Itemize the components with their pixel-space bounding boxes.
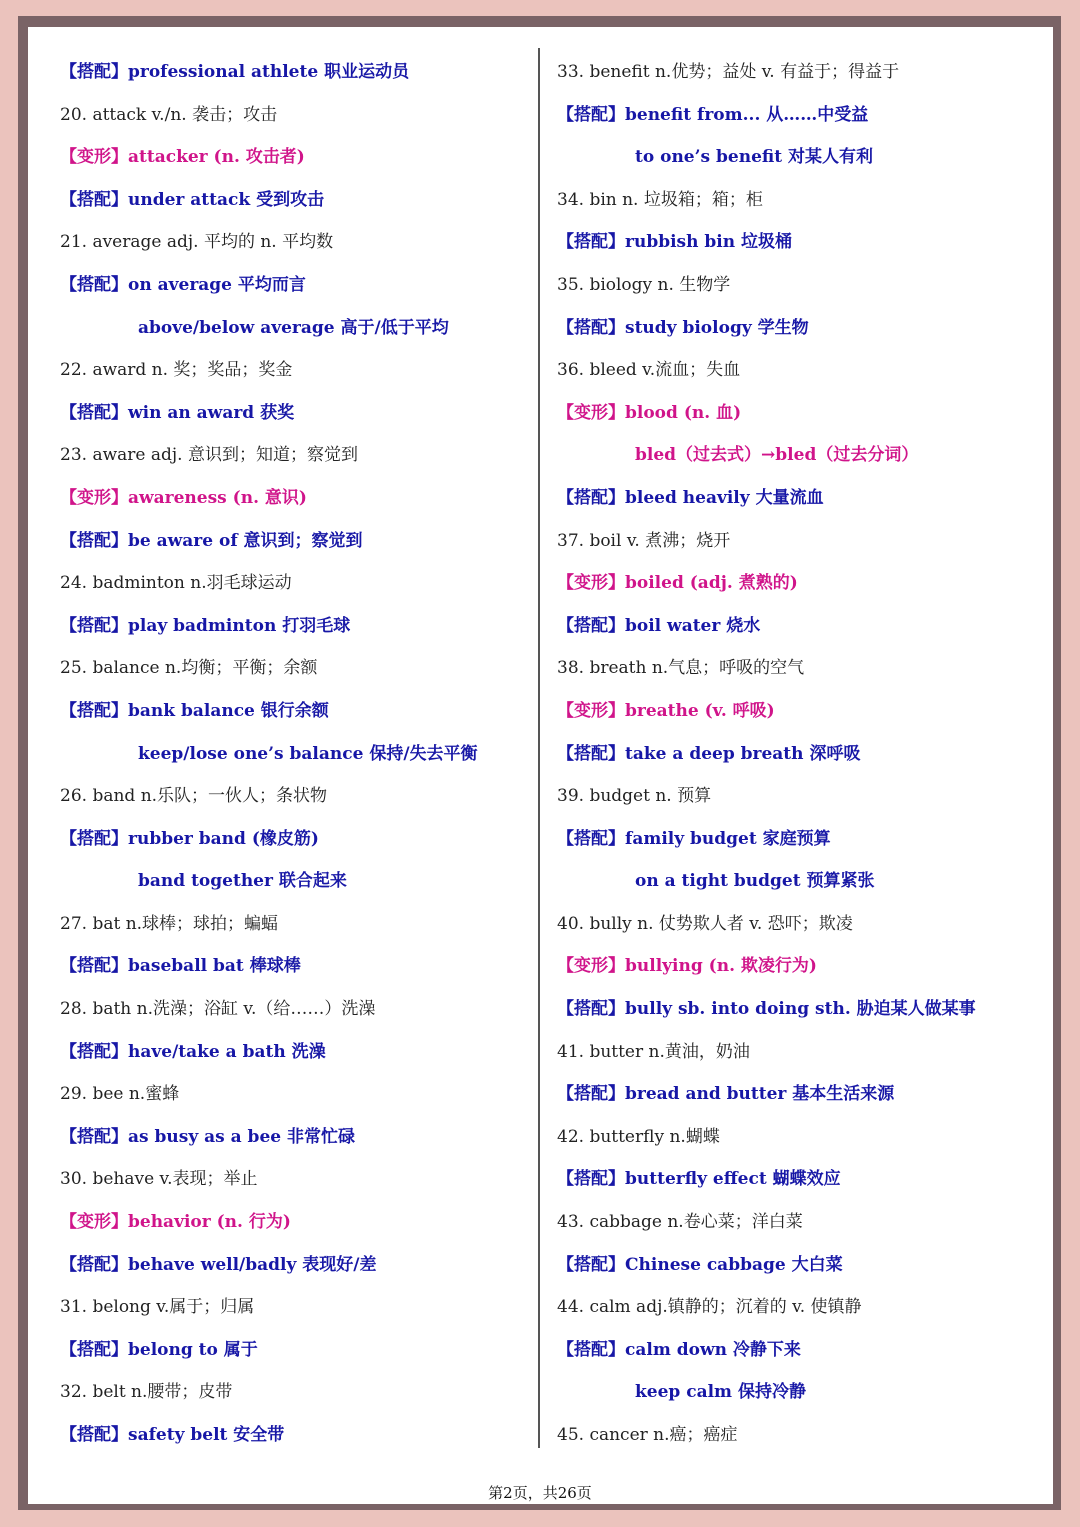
collocation-line: 【搭配】family budget 家庭预算: [557, 828, 831, 849]
collocation-line: 【搭配】benefit from... 从……中受益: [557, 104, 869, 125]
derivative-line: 【变形】bullying (n. 欺凌行为): [557, 956, 817, 977]
vocab-entry: 28. bath n.洗澡；浴缸 v.（给……）洗澡: [60, 999, 376, 1020]
collocation-line: 【搭配】rubber band (橡皮筋): [60, 828, 319, 849]
vocab-entry: 41. butter n.黄油，奶油: [557, 1041, 750, 1062]
collocation-line: 【搭配】behave well/badly 表现好/差: [60, 1254, 377, 1275]
collocation-line: 【搭配】boil water 烧水: [557, 615, 761, 636]
vocab-entry: 40. bully n. 仗势欺人者 v. 恐吓；欺凌: [557, 913, 853, 934]
collocation-line: 【搭配】be aware of 意识到；察觉到: [60, 530, 363, 551]
vocab-entry: 31. belong v.属于；归属: [60, 1297, 255, 1318]
vocab-entry: 38. breath n.气息；呼吸的空气: [557, 658, 805, 679]
collocation-line: 【搭配】butterfly effect 蝴蝶效应: [557, 1169, 841, 1190]
collocation-line: 【搭配】have/take a bath 洗澡: [60, 1041, 326, 1062]
collocation-line: 【搭配】on average 平均而言: [60, 274, 306, 295]
vocab-entry: 26. band n.乐队；一伙人；条状物: [60, 786, 328, 807]
collocation-line: 【搭配】bully sb. into doing sth. 胁迫某人做某事: [557, 999, 976, 1020]
vocab-entry: 37. boil v. 煮沸；烧开: [557, 530, 731, 551]
vocab-entry: 23. aware adj. 意识到；知道；察觉到: [60, 445, 358, 466]
derivative-line: 【变形】blood (n. 血): [557, 402, 742, 423]
collocation-line: 【搭配】Chinese cabbage 大白菜: [557, 1254, 843, 1275]
collocation-line: keep calm 保持冷静: [635, 1382, 806, 1403]
collocation-line: 【搭配】calm down 冷静下来: [557, 1339, 801, 1360]
collocation-line: 【搭配】bank balance 银行余额: [60, 700, 329, 721]
derivative-line: 【变形】attacker (n. 攻击者): [60, 147, 305, 168]
vocab-entry: 43. cabbage n.卷心菜；洋白菜: [557, 1212, 803, 1233]
collocation-line: keep/lose one’s balance 保持/失去平衡: [138, 743, 478, 764]
derivative-line: 【变形】boiled (adj. 煮熟的): [557, 573, 798, 594]
collocation-line: 【搭配】play badminton 打羽毛球: [60, 615, 351, 636]
derivative-line: 【变形】breathe (v. 呼吸): [557, 700, 775, 721]
collocation-line: 【搭配】safety belt 安全带: [60, 1425, 285, 1445]
vocab-entry: 42. butterfly n.蝴蝶: [557, 1126, 720, 1147]
derivative-line: 【变形】awareness (n. 意识): [60, 487, 307, 508]
vocab-entry: 24. badminton n.羽毛球运动: [60, 573, 292, 594]
right-column: [557, 51, 1027, 1457]
vocab-entry: 45. cancer n.癌；癌症: [557, 1425, 738, 1445]
vocab-entry: 34. bin n. 垃圾箱；箱；柜: [557, 189, 763, 210]
vocab-entry: 39. budget n. 预算: [557, 786, 712, 807]
collocation-line: 【搭配】belong to 属于: [60, 1339, 258, 1360]
vocab-entry: 20. attack v./n. 袭击；攻击: [60, 104, 278, 125]
left-column: [60, 51, 520, 1457]
collocation-line: 【搭配】bread and butter 基本生活来源: [557, 1084, 895, 1105]
derivative-line: bled（过去式）→bled（过去分词）: [635, 445, 919, 466]
vocab-entry: 22. award n. 奖；奖品；奖金: [60, 360, 293, 381]
collocation-line: to one’s benefit 对某人有利: [635, 147, 874, 168]
collocation-line: 【搭配】take a deep breath 深呼吸: [557, 743, 861, 764]
vocab-entry: 25. balance n.均衡；平衡；余额: [60, 658, 318, 679]
collocation-line: on a tight budget 预算紧张: [635, 871, 875, 892]
collocation-line: 【搭配】rubbish bin 垃圾桶: [557, 232, 793, 253]
vocab-entry: 27. bat n.球棒；球拍；蝙蝠: [60, 913, 279, 934]
collocation-line: 【搭配】as busy as a bee 非常忙碌: [60, 1126, 355, 1147]
vocab-entry: 35. biology n. 生物学: [557, 274, 731, 295]
vocab-entry: 30. behave v.表现；举止: [60, 1169, 258, 1190]
vocab-entry: 36. bleed v.流血；失血: [557, 360, 741, 381]
collocation-line: 【搭配】baseball bat 棒球棒: [60, 956, 301, 977]
vocab-entry: 29. bee n.蜜蜂: [60, 1084, 180, 1105]
vocab-entry: 32. belt n.腰带；皮带: [60, 1382, 233, 1403]
derivative-line: 【变形】behavior (n. 行为): [60, 1212, 291, 1233]
vocab-entry: 21. average adj. 平均的 n. 平均数: [60, 232, 334, 253]
collocation-line: 【搭配】professional athlete 职业运动员: [60, 62, 410, 82]
column-divider: [538, 48, 540, 1448]
collocation-line: 【搭配】study biology 学生物: [557, 317, 809, 338]
vocab-entry: 33. benefit n.优势；益处 v. 有益于；得益于: [557, 62, 900, 82]
collocation-line: 【搭配】win an award 获奖: [60, 402, 295, 423]
collocation-line: above/below average 高于/低于平均: [138, 317, 449, 338]
collocation-line: 【搭配】bleed heavily 大量流血: [557, 487, 824, 508]
vocab-entry: 44. calm adj.镇静的；沉着的 v. 使镇静: [557, 1297, 862, 1318]
collocation-line: band together 联合起来: [138, 871, 347, 892]
page-number: 第2页，共26页: [488, 1484, 592, 1502]
collocation-line: 【搭配】under attack 受到攻击: [60, 189, 325, 210]
